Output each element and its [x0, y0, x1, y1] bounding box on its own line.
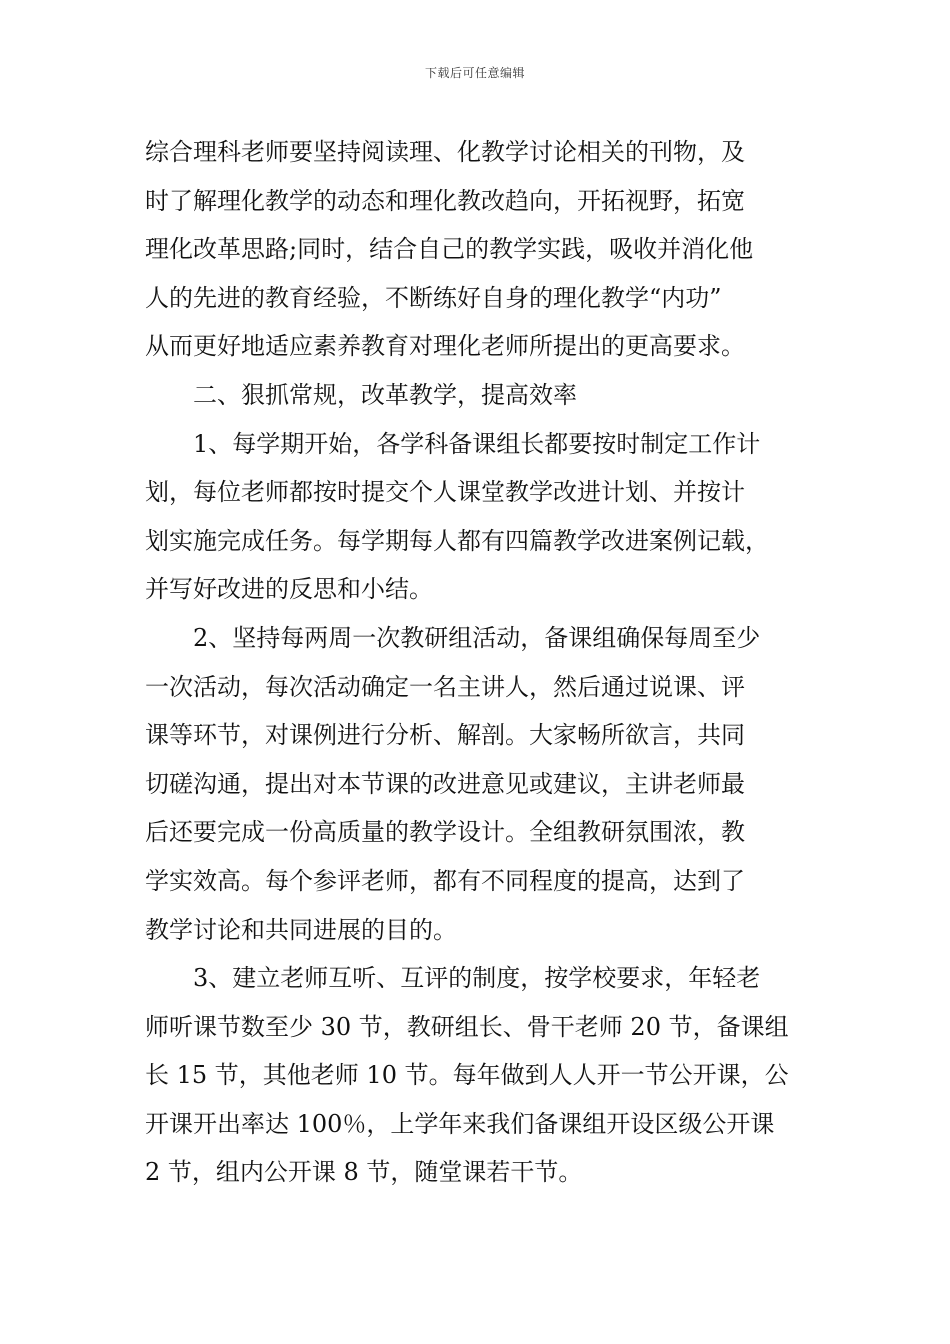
text-line: 教学讨论和共同进展的目的。 [145, 915, 457, 944]
text-line: 二、狠抓常规，改革教学，提高效率 [193, 380, 577, 409]
text-line: 划，每位老师都按时提交个人课堂教学改进计划、并按计 [145, 478, 745, 507]
text-line: 2、坚持每两周一次教研组活动，备课组确保每周至少 [193, 623, 761, 652]
text-line: 人的先进的教育经验，不断练好自身的理化教学“内功” [145, 283, 722, 312]
text-line: 并写好改进的反思和小结。 [145, 575, 433, 604]
text-line: 师听课节数至少 30 节，教研组长、骨干老师 20 节，备课组 [145, 1012, 789, 1041]
text-line: 后还要完成一份高质量的教学设计。全组教研氛围浓，教 [145, 818, 745, 847]
text-line: 学实效高。每个参评老师，都有不同程度的提高，达到了 [145, 866, 745, 895]
text-line: 从而更好地适应素养教育对理化老师所提出的更高要求。 [145, 332, 745, 361]
text-line: 开课开出率达 100％，上学年来我们备课组开设区级公开课 [145, 1109, 775, 1138]
text-line: 综合理科老师要坚持阅读理、化教学讨论相关的刊物，及 [145, 138, 745, 166]
document-body [145, 128, 809, 1197]
text-line: 长 15 节，其他老师 10 节。每年做到人人开一节公开课，公 [145, 1061, 789, 1090]
text-line: 课等环节，对课例进行分析、解剖。大家畅所欲言，共同 [145, 721, 745, 750]
page-header: 下载后可任意编辑 [424, 66, 525, 80]
text-line: 一次活动，每次活动确定一名主讲人，然后通过说课、评 [145, 672, 745, 701]
text-line: 理化改革思路;同时，结合自己的教学实践，吸收并消化他 [145, 235, 754, 264]
text-line: 划实施完成任务。每学期每人都有四篇教学改进案例记载， [145, 526, 769, 555]
text-line: 1、每学期开始，各学科备课组长都要按时制定工作计 [193, 429, 761, 458]
text-line: 时了解理化教学的动态和理化教改趋向，开拓视野，拓宽 [145, 186, 745, 215]
text-line: 切磋沟通，提出对本节课的改进意见或建议，主讲老师最 [145, 769, 745, 798]
text-line: 3、建立老师互听、互评的制度，按学校要求，年轻老 [193, 964, 761, 993]
text-line: 2 节，组内公开课 8 节，随堂课若干节。 [145, 1158, 583, 1187]
